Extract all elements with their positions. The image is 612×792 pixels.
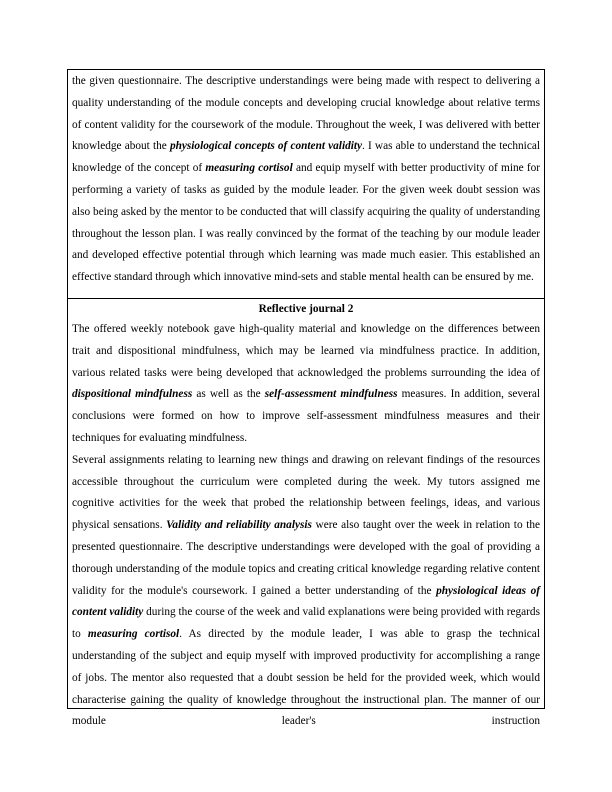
emphasis-dispositional-mindfulness: dispositional mindfulness (72, 388, 193, 401)
section-heading: Reflective journal 2 (258, 303, 354, 315)
emphasis-physiological-concepts: physiological concepts of content validity (169, 140, 363, 153)
emphasis-self-assessment-mindfulness: self-assessment mindfulness (264, 388, 398, 401)
emphasis-measuring-cortisol: measuring cortisol (205, 162, 293, 175)
journal-cell-1 (67, 69, 545, 298)
journal-1-paragraph: the given questionnaire. The descriptive understandings were being made with respect to delivering a quality understanding of the module concepts and developing crucial knowledge about relative terms of content validity for the coursework of the module. Throughout the week, I was delivered with better knowledge about the physiological concepts of content validity. I was able to understand the technical knowledge of the concept of measuring cortisol and equip myself with better productivity of mine for performing a variety of tasks as guided by the module leader. For the given week doubt session was also being asked by the mentor to be conducted that will classify acquiring the quality of understanding throughout the lesson plan. I was really convinced by the format of the teaching by our module leader and developed effective potential through which learning was made much easier. This established an effective standard through which innovative mind-sets and stable mental health can be ensured by me. (72, 75, 541, 284)
journal-cell-2 (67, 298, 545, 728)
journal-2-paragraph-2: Several assignments relating to learning new things and drawing on relevant findings of the resources accessible throughout the curriculum were completed during the week. My tutors assigned me cognitive activities for the week that probed the relationship between feelings, ideas, and various physical sensations. Validity and reliability analysis were also taught over the week in relation to the presented questionnaire. The descriptive understandings were developed with the goal of providing a thorough understanding of the module topics and creating critical knowledge regarding relative content validity for the module's coursework. I gained a better understanding of the physiological ideas of content validity during the course of the week and valid explanations were being provided with regards to measuring cortisol. As directed by the module leader, I was able to grasp the technical understanding of the subject and equip myself with improved productivity for accomplishing a range of jobs. The mentor also requested that a doubt session be held for the provided week, which would characterise gaining the quality of knowledge throughout the instructional plan. The manner of our module leader's instruction (72, 453, 540, 728)
emphasis-validity-reliability: Validity and reliability analysis (166, 519, 312, 532)
journal-2-paragraph-1: The offered weekly notebook gave high-quality material and knowledge on the differences between trait and dispositional mindfulness, which may be learned via mindfulness practice. In addition, various related tasks were being developed that acknowledged the problems surrounding the idea of dispositional mindfulness as well as the self-assessment mindfulness measures. In addition, several conclusions were formed on how to improve self-assessment mindfulness measures and their techniques for evaluating mindfulness. (72, 323, 540, 444)
emphasis-physiological-ideas: physiological ideas of content validity (72, 584, 540, 619)
emphasis-measuring-cortisol-2: measuring cortisol (87, 628, 180, 641)
